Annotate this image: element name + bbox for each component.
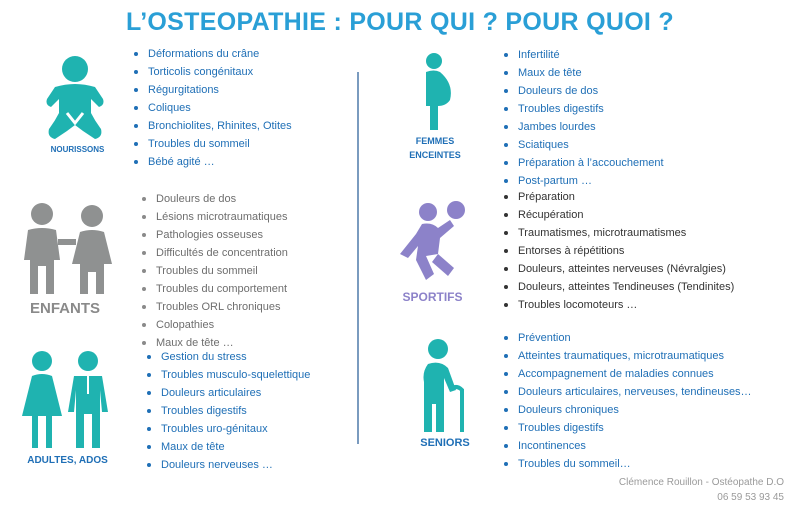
list-item: Douleurs chroniques bbox=[500, 401, 752, 419]
adultes-label: ADULTES, ADOS bbox=[27, 455, 108, 466]
list-item: Troubles digestifs bbox=[143, 402, 310, 420]
list-item: Douleurs de dos bbox=[138, 190, 288, 208]
sportifs-label: SPORTIFS bbox=[402, 290, 463, 304]
list-item: Troubles du sommeil… bbox=[500, 455, 752, 473]
list-item: Douleurs articulaires, nerveuses, tendineuses… bbox=[500, 383, 752, 401]
adultes-list bbox=[143, 348, 310, 474]
footer-phone: 06 59 53 93 45 bbox=[717, 492, 784, 503]
nourrissons-list bbox=[130, 45, 292, 171]
list-item: Torticolis congénitaux bbox=[130, 63, 292, 81]
list-item: Bronchiolites, Rhinites, Otites bbox=[130, 117, 292, 135]
footer-name: Clémence Rouillon - Ostéopathe D.O bbox=[618, 477, 784, 488]
list-item: Douleurs nerveuses … bbox=[143, 456, 310, 474]
enfants-label: ENFANTS bbox=[29, 300, 100, 317]
page-title: L’OSTEOPATHIE : POUR QUI ? POUR QUOI ? bbox=[126, 8, 674, 36]
femmes-label-line2: ENCEINTES bbox=[409, 150, 461, 160]
list-item: Troubles du sommeil bbox=[130, 135, 292, 153]
column-divider bbox=[357, 72, 359, 444]
baby-icon bbox=[45, 55, 105, 145]
list-item: Préparation bbox=[500, 188, 734, 206]
list-item: Lésions microtraumatiques bbox=[138, 208, 288, 226]
list-item: Coliques bbox=[130, 99, 292, 117]
list-item: Maux de tête bbox=[500, 64, 664, 82]
pregnant-woman-icon bbox=[418, 52, 458, 132]
list-item: Incontinences bbox=[500, 437, 752, 455]
list-item: Troubles locomoteurs … bbox=[500, 296, 734, 314]
list-item: Traumatismes, microtraumatismes bbox=[500, 224, 734, 242]
list-item: Douleurs, atteintes nerveuses (Névralgies) bbox=[500, 260, 734, 278]
sportifs-list bbox=[500, 188, 734, 314]
list-item: Difficultés de concentration bbox=[138, 244, 288, 262]
list-item: Infertilité bbox=[500, 46, 664, 64]
list-item: Prévention bbox=[500, 329, 752, 347]
list-item: Colopathies bbox=[138, 316, 288, 334]
list-item: Troubles uro-génitaux bbox=[143, 420, 310, 438]
list-item: Maux de tête bbox=[143, 438, 310, 456]
femmes-list bbox=[500, 46, 664, 190]
children-icon bbox=[20, 202, 115, 297]
list-item: Maux de tête … bbox=[138, 334, 288, 352]
list-item: Troubles digestifs bbox=[500, 419, 752, 437]
seniors-list bbox=[500, 329, 752, 473]
enfants-list bbox=[138, 190, 288, 352]
list-item: Gestion du stress bbox=[143, 348, 310, 366]
list-item: Accompagnement de maladies connues bbox=[500, 365, 752, 383]
list-item: Troubles digestifs bbox=[500, 100, 664, 118]
list-item: Troubles du comportement bbox=[138, 280, 288, 298]
list-item: Bébé agité … bbox=[130, 153, 292, 171]
femmes-label-line1: FEMMES bbox=[415, 136, 455, 146]
list-item: Pathologies osseuses bbox=[138, 226, 288, 244]
list-item: Préparation à l’accouchement bbox=[500, 154, 664, 172]
list-item: Régurgitations bbox=[130, 81, 292, 99]
adults-icon bbox=[22, 350, 112, 450]
list-item: Post-partum … bbox=[500, 172, 664, 190]
list-item: Jambes lourdes bbox=[500, 118, 664, 136]
list-item: Sciatiques bbox=[500, 136, 664, 154]
nourrissons-label: NOURISSONS bbox=[50, 145, 105, 154]
list-item: Troubles musculo-squelettique bbox=[143, 366, 310, 384]
senior-icon bbox=[416, 338, 472, 434]
seniors-label: SENIORS bbox=[420, 437, 470, 449]
list-item: Atteintes traumatiques, microtraumatiques bbox=[500, 347, 752, 365]
list-item: Déformations du crâne bbox=[130, 45, 292, 63]
list-item: Douleurs de dos bbox=[500, 82, 664, 100]
list-item: Troubles du sommeil bbox=[138, 262, 288, 280]
list-item: Récupération bbox=[500, 206, 734, 224]
list-item: Douleurs articulaires bbox=[143, 384, 310, 402]
list-item: Douleurs, atteintes Tendineuses (Tendinites) bbox=[500, 278, 734, 296]
list-item: Troubles ORL chroniques bbox=[138, 298, 288, 316]
list-item: Entorses à répétitions bbox=[500, 242, 734, 260]
athlete-icon bbox=[398, 198, 470, 286]
